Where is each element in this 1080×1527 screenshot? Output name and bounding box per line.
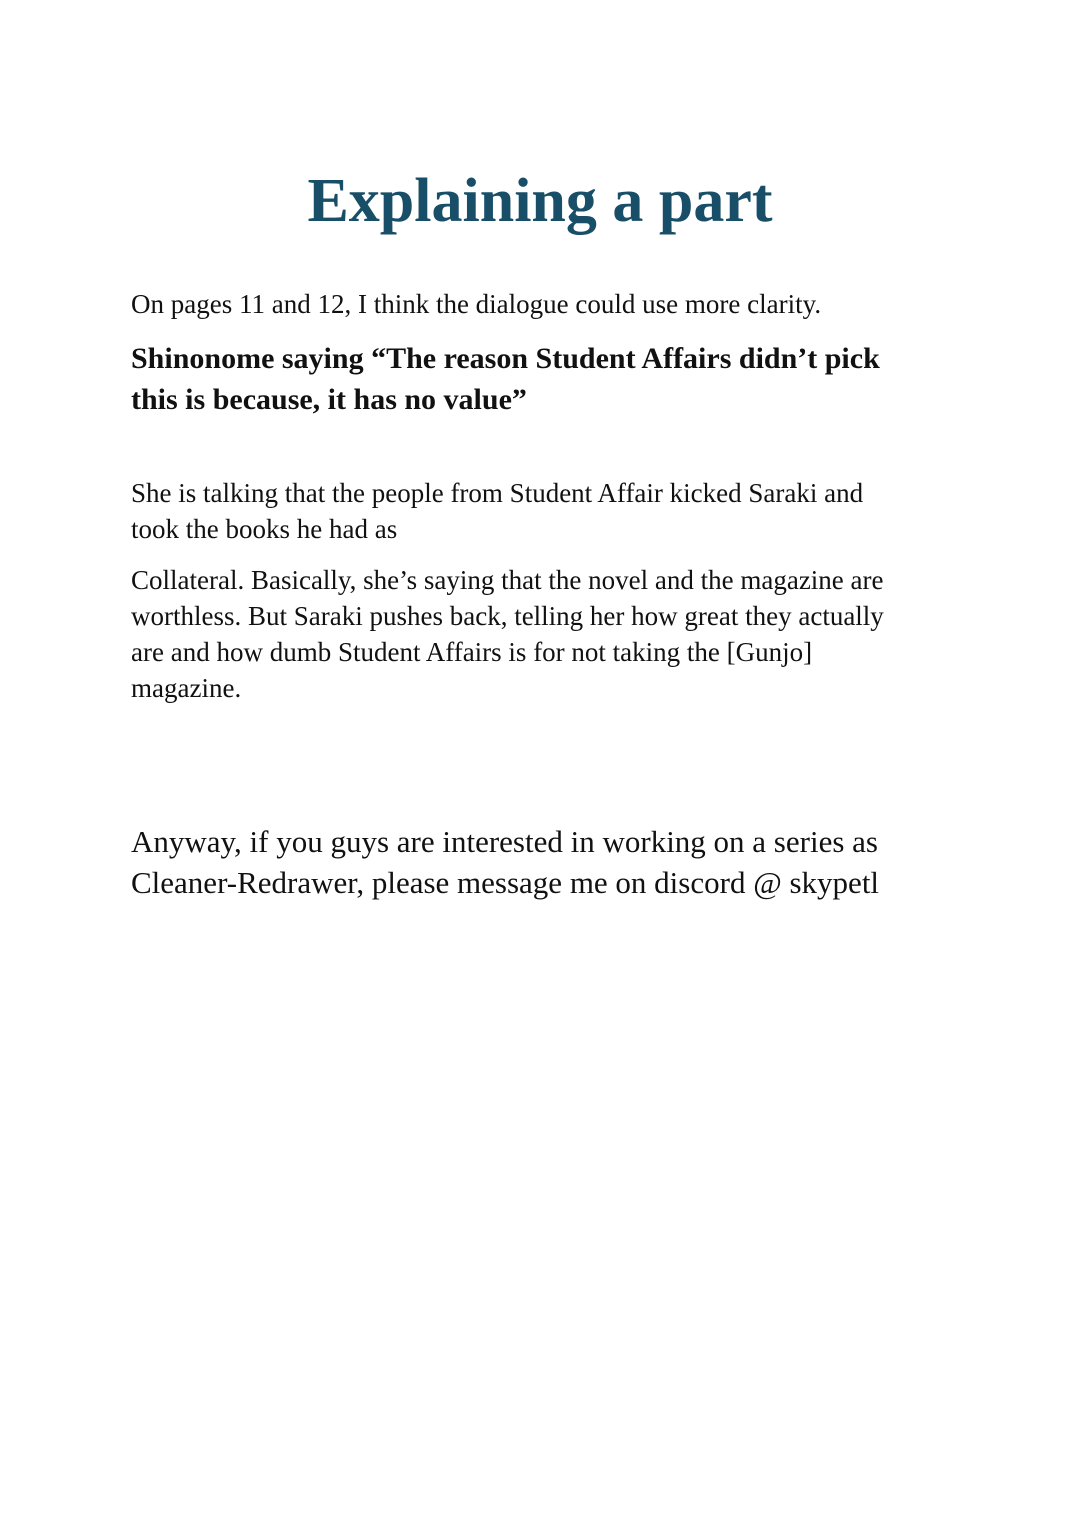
intro-paragraph: On pages 11 and 12, I think the dialogue could use more clarity. xyxy=(131,289,822,319)
text-line: are and how dumb Student Affairs is for not taking the [Gunjo] xyxy=(131,637,813,667)
quote-line: Shinonome saying “The reason Student Affairs didn’t pick xyxy=(131,342,880,375)
text-line: Collateral. Basically, she’s saying that the novel and the magazine are xyxy=(131,565,884,595)
explanation-paragraph xyxy=(131,475,961,547)
quote-paragraph xyxy=(131,338,971,420)
text-line: Anyway, if you guys are interested in working on a series as xyxy=(131,824,878,859)
text-line: took the books he had as xyxy=(131,514,398,544)
closing-paragraph xyxy=(131,821,961,903)
page-title: Explaining a part xyxy=(307,167,773,235)
quote-line: this is because, it has no value” xyxy=(131,383,527,416)
text-line: magazine. xyxy=(131,673,242,703)
explanation-paragraph-continued xyxy=(131,562,961,706)
text-line: Cleaner-Redrawer, please message me on discord @ skypetl xyxy=(131,865,880,900)
text-line: worthless. But Saraki pushes back, telling her how great they actually xyxy=(131,601,884,631)
text-line: She is talking that the people from Student Affair kicked Saraki and xyxy=(131,478,864,508)
